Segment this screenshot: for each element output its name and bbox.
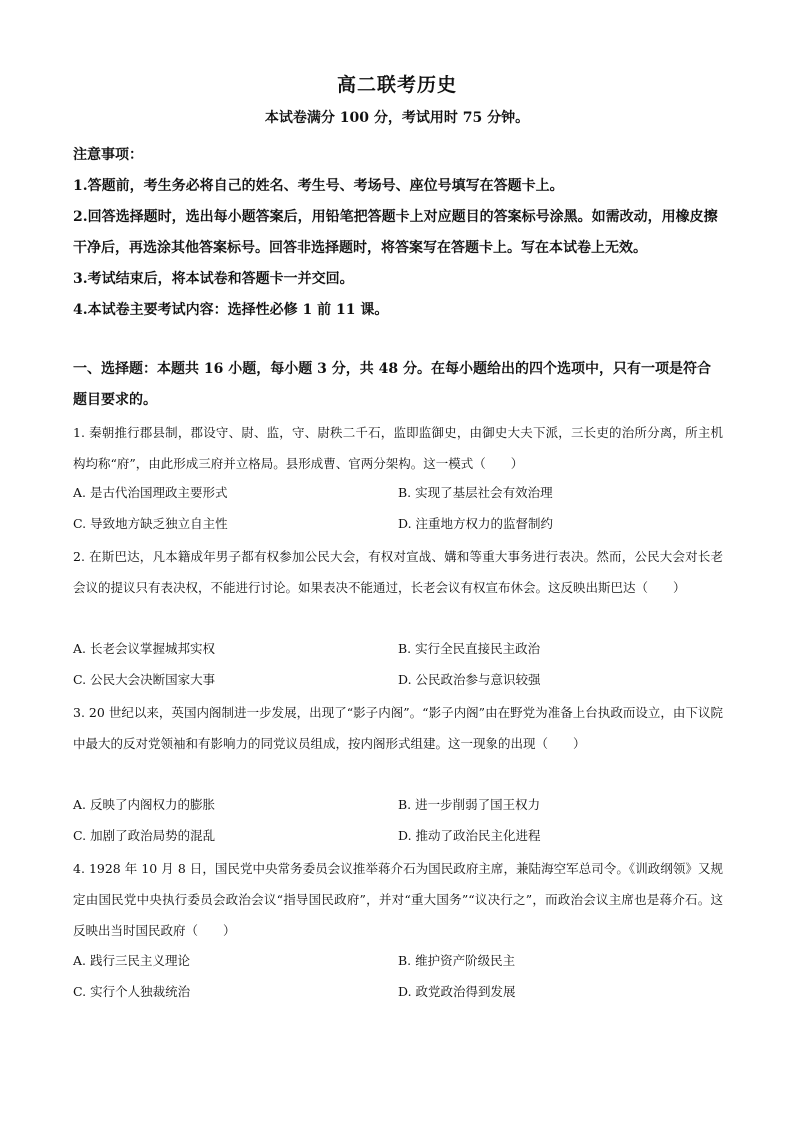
note-item: 4.本试卷主要考试内容：选择性必修 1 前 11 课。	[73, 302, 389, 318]
option-a: A. 践行三民主义理论	[73, 953, 190, 968]
question-stem: 2. 在斯巴达，凡本籍成年男子都有权参加公民大会，有权对宣战、媾和等重大事务进行表决。然而，公民大会对长老会议的提议只有表决权，不能进行讨论。如果表决不能通过，长老会议有权宣布休会。这反映出斯巴达（ ）	[73, 549, 723, 595]
option-a: A. 长老会议掌握城邦实权	[73, 641, 215, 656]
notes-block	[73, 140, 723, 326]
page-title: 高二联考历史	[336, 74, 457, 96]
question-stem: 1. 秦朝推行郡县制，郡设守、尉、监，守、尉秩二千石，监即监御史，由御史大夫下派，三长吏的治所分离，所主机构均称“府”，由此形成三府并立格局。县形成曹、官两分架构。这一模式（ ）	[73, 425, 723, 471]
option-c: C. 导致地方缺乏独立自主性	[73, 516, 228, 531]
question-stem: 4. 1928 年 10 月 8 日，国民党中央常务委员会议推举蒋介石为国民政府主席，兼陆海空军总司令。《训政纲领》又规定由国民党中央执行委员会政治会议“指导国民政府”，并对“重大国务”“议决行之”，而政治会议主席也是蒋介石。这反映出当时国民政府（ ）	[73, 861, 723, 938]
option-c: C. 公民大会决断国家大事	[73, 672, 216, 687]
note-item: 3.考试结束后，将本试卷和答题卡一并交回。	[73, 271, 354, 287]
exam-info: 本试卷满分 100 分，考试用时 75 分钟。	[264, 110, 530, 126]
option-a: A. 是古代治国理政主要形式	[73, 485, 228, 500]
option-b: B. 实现了基层社会有效治理	[398, 485, 553, 500]
note-item: 2.回答选择题时，选出每小题答案后，用铅笔把答题卡上对应题目的答案标号涂黑。如需改动，用橡皮擦干净后，再选涂其他答案标号。回答非选择题时，将答案写在答题卡上。写在本试卷上无效。	[73, 209, 718, 256]
option-c: C. 加剧了政治局势的混乱	[73, 828, 216, 843]
note-item: 1.答题前，考生务必将自己的姓名、考生号、考场号、座位号填写在答题卡上。	[73, 178, 564, 194]
option-d: D. 推动了政治民主化进程	[398, 828, 541, 843]
option-a: A. 反映了内阁权力的膨胀	[73, 797, 215, 812]
option-b: B. 维护资产阶级民主	[398, 953, 516, 968]
option-b: B. 进一步削弱了国王权力	[398, 797, 541, 812]
option-d: D. 公民政治参与意识较强	[398, 672, 541, 687]
section-heading: 一、选择题：本题共 16 小题，每小题 3 分，共 48 分。在每小题给出的四个选项中，只有一项是符合题目要求的。	[73, 361, 711, 408]
option-c: C. 实行个人独裁统治	[73, 984, 191, 999]
option-d: D. 注重地方权力的监督制约	[398, 516, 554, 531]
notes-heading: 注意事项：	[73, 147, 143, 163]
option-b: B. 实行全民直接民主政治	[398, 641, 541, 656]
option-d: D. 政党政治得到发展	[398, 984, 516, 999]
question-stem: 3. 20 世纪以来，英国内阁制进一步发展，出现了“影子内阁”。“影子内阁”由在野党为准备上台执政而设立，由下议院中最大的反对党领袖和有影响力的同党议员组成，按内阁形式组建。这一现象的出现（ ）	[73, 705, 723, 751]
